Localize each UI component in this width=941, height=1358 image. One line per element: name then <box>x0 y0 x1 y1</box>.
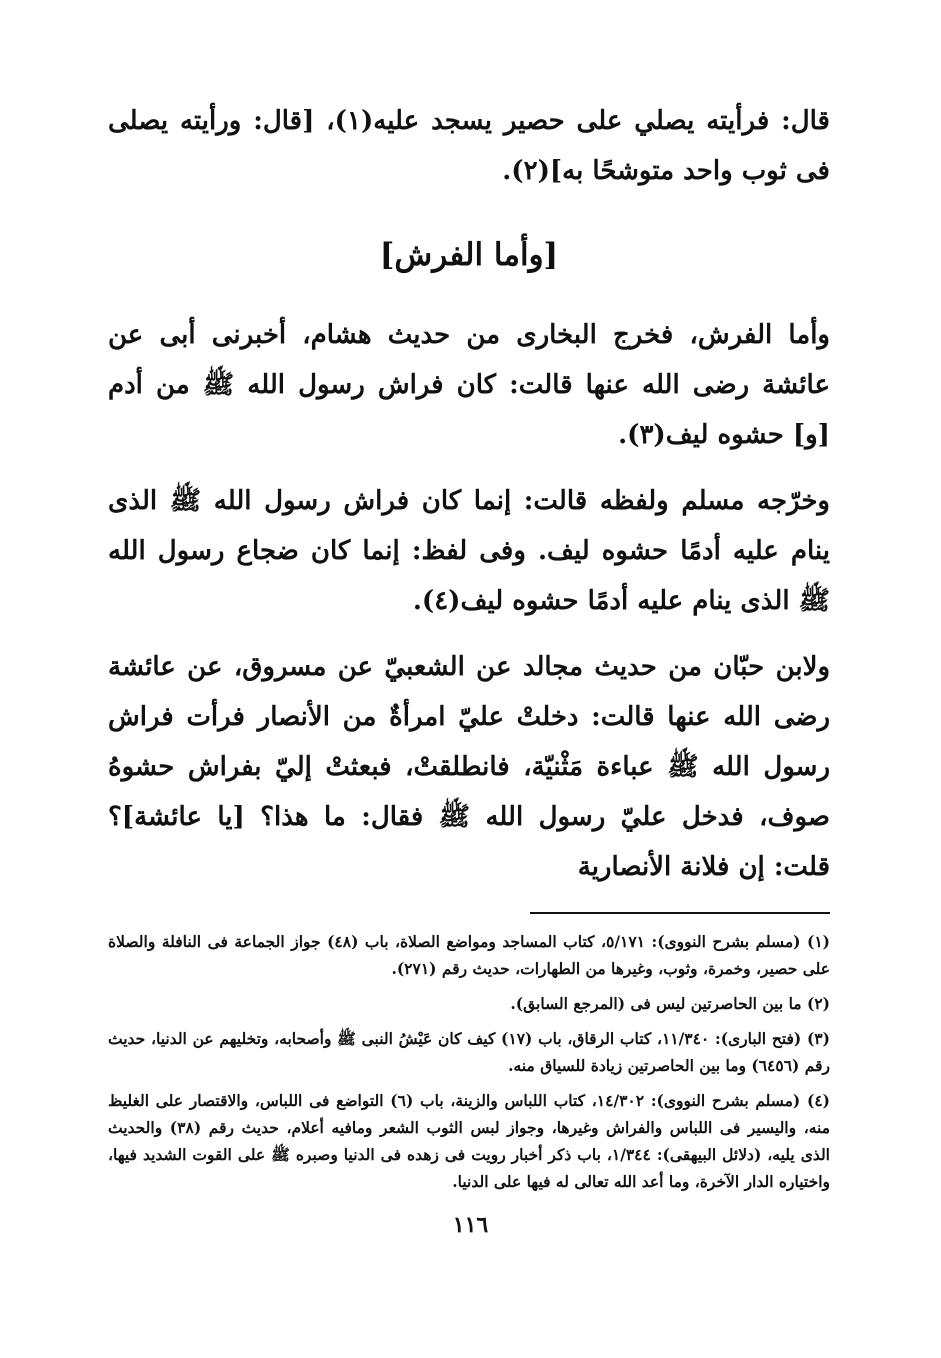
paragraph-1: قال: فرأيته يصلي على حصير يسجد عليه(١)، [قال: ورأيته يصلى فى ثوب واحد متوشحًا به](٢). <box>108 106 830 186</box>
footnote-3: (٣) (فتح البارى): ١١/٣٤٠، كتاب الرقاق، باب (١٧) كيف كان عَيْشُ النبى ﷺ وأصحابه، وتخليهم عن الدنيا، حديث رقم (٦٤٥٦) وما بين الحاصرتين زيادة للسياق منه. <box>108 1029 830 1075</box>
footnote-divider <box>530 912 830 914</box>
footnotes <box>108 928 830 1195</box>
paragraph-2: وأما الفرش، فخرج البخارى من حديث هشام، أخبرنى أبى عن عائشة رضى الله عنها قالت: كان فراش رسول الله ﷺ من أدم [و] حشوه ليف(٣). <box>108 320 830 450</box>
paragraph-3: وخرّجه مسلم ولفظه قالت: إنما كان فراش رسول الله ﷺ الذى ينام عليه أدمًا حشوه ليف. وفى لفظ: إنما كان ضجاع رسول الله ﷺ الذى ينام عليه أدمًا حشوه ليف(٤). <box>108 486 830 616</box>
page-number: ١١٦ <box>452 1212 489 1238</box>
section-heading: [وأما الفرش] <box>379 237 559 273</box>
footnote-2: (٢) ما بين الحاصرتين ليس فى (المرجع السابق). <box>510 994 830 1013</box>
page-body <box>108 96 830 1203</box>
footnote-4: (٤) (مسلم بشرح النووى): ١٤/٣٠٢، كتاب اللباس والزينة، باب (٦) التواضع فى اللباس، والاقتصار على الغليظ منه، واليسير فى اللباس والفراش وغيرها، وجواز لبس الثوب الشعر ومافيه أعلام، حديث رقم (٣٨) والحديث الذى يليه، (دلائل البيهقى): ١/٣٤٤، باب ذكر أخبار رويت فى زهده فى الدنيا وصبره ﷺ على القوت الشديد فيها، واختياره الدار الآخرة، وما أعد الله تعالى له فيها على الدنيا. <box>108 1091 831 1191</box>
paragraph-4: ولابن حبّان من حديث مجالد عن الشعبيّ عن مسروق، عن عائشة رضى الله عنها قالت: دخلتْ عليّ امرأةٌ من الأنصار فرأت فراش رسول الله ﷺ عباءة مَثْنيّة، فانطلقتْ، فبعثتْ إليّ بفراش حشوهُ صوف، فدخل عليّ رسول الله ﷺ فقال: ما هذا؟ [يا عائشة]؟ قلت: إن فلانة الأنصارية <box>108 652 830 882</box>
footnote-1: (١) (مسلم بشرح النووى): ٥/١٧١، كتاب المساجد ومواضع الصلاة، باب (٤٨) جواز الجماعة فى النافلة والصلاة على حصير، وخمرة، وثوب، وغيرها من الطهارات، حديث رقم (٢٧١). <box>108 932 830 978</box>
